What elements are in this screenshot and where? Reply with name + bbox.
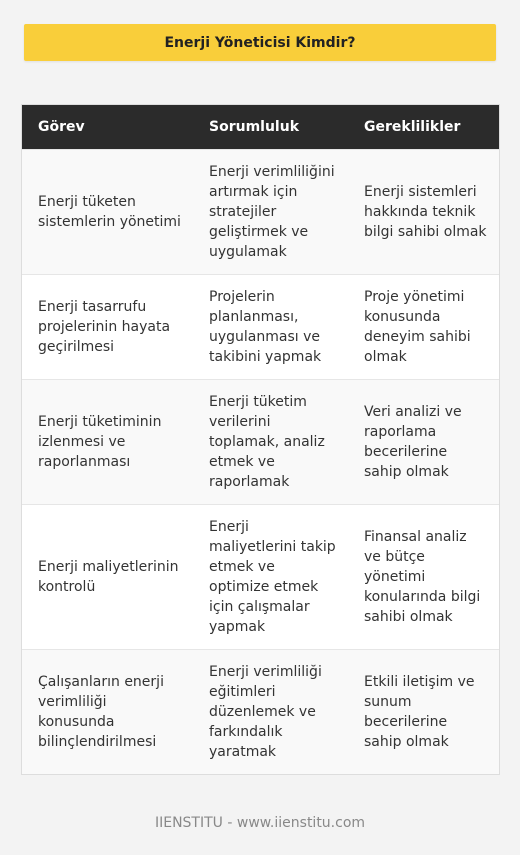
cell-gorev: Enerji tüketen sistemlerin yönetimi bbox=[22, 150, 193, 275]
footer-credit: IIENSTITU - www.iienstitu.com bbox=[154, 815, 366, 831]
cell-gereklilikler: Veri analizi ve raporlama becerilerine sahip olmak bbox=[348, 380, 499, 505]
table-row bbox=[22, 505, 499, 650]
roles-table bbox=[21, 104, 500, 775]
table-header-row bbox=[22, 105, 499, 150]
header-gereklilikler: Gereklilikler bbox=[348, 105, 499, 150]
header-sorumluluk: Sorumluluk bbox=[193, 105, 348, 150]
table-row bbox=[22, 150, 499, 275]
cell-gereklilikler: Enerji sistemleri hakkında teknik bilgi sahibi olmak bbox=[348, 150, 499, 275]
cell-sorumluluk: Enerji maliyetlerini takip etmek ve optimize etmek için çalışmalar yapmak bbox=[193, 505, 348, 650]
table-row bbox=[22, 275, 499, 380]
cell-sorumluluk: Enerji verimliliği eğitimleri düzenlemek ve farkındalık yaratmak bbox=[193, 650, 348, 774]
title-banner bbox=[24, 24, 496, 61]
cell-gereklilikler: Etkili iletişim ve sunum becerilerine sahip olmak bbox=[348, 650, 499, 774]
table-row bbox=[22, 650, 499, 774]
cell-sorumluluk: Projelerin planlanması, uygulanması ve takibini yapmak bbox=[193, 275, 348, 380]
cell-gorev: Enerji maliyetlerinin kontrolü bbox=[22, 505, 193, 650]
table-row bbox=[22, 380, 499, 505]
page-title: Enerji Yöneticisi Kimdir? bbox=[164, 34, 356, 51]
cell-sorumluluk: Enerji verimliliğini artırmak için stratejiler geliştirmek ve uygulamak bbox=[193, 150, 348, 275]
header-gorev: Görev bbox=[22, 105, 193, 150]
cell-gorev: Çalışanların enerji verimliliği konusunda bilinçlendirilmesi bbox=[22, 650, 193, 774]
cell-sorumluluk: Enerji tüketim verilerini toplamak, analiz etmek ve raporlamak bbox=[193, 380, 348, 505]
cell-gereklilikler: Proje yönetimi konusunda deneyim sahibi olmak bbox=[348, 275, 499, 380]
cell-gereklilikler: Finansal analiz ve bütçe yönetimi konularında bilgi sahibi olmak bbox=[348, 505, 499, 650]
cell-gorev: Enerji tüketiminin izlenmesi ve raporlanması bbox=[22, 380, 193, 505]
cell-gorev: Enerji tasarrufu projelerinin hayata geçirilmesi bbox=[22, 275, 193, 380]
